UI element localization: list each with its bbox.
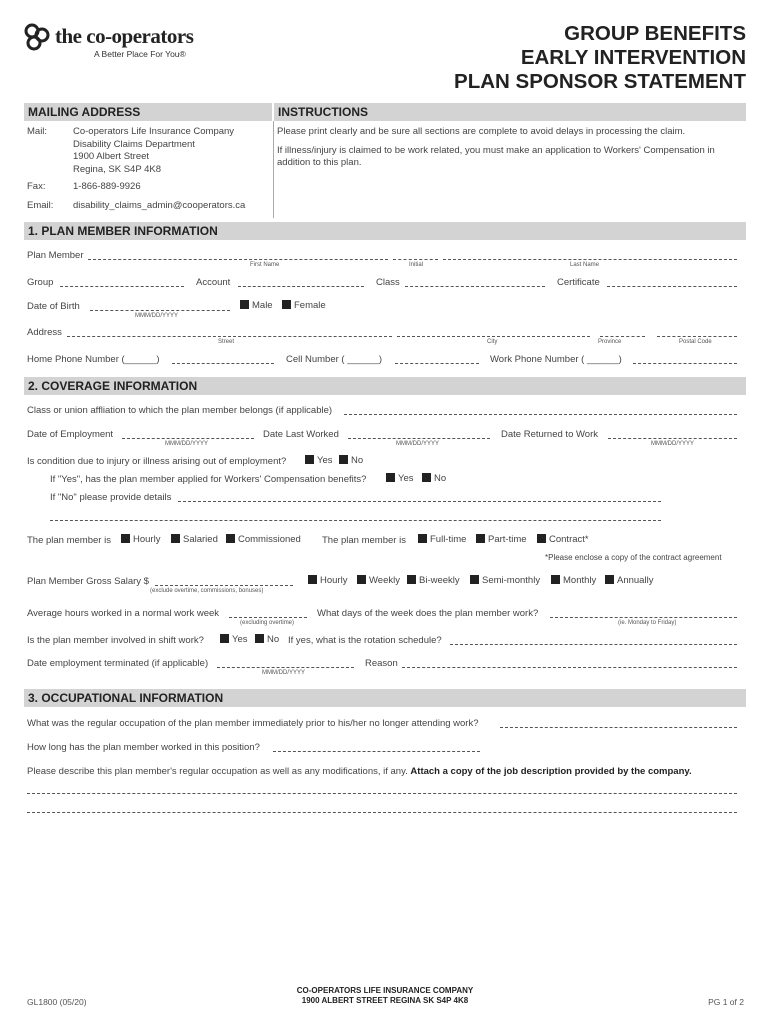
last-worked-field[interactable] <box>348 438 490 439</box>
salaried-option[interactable]: Salaried <box>171 534 218 545</box>
injury-yes-option[interactable]: Yes <box>305 455 333 466</box>
work-days-note: (ie. Monday to Friday) <box>618 620 677 626</box>
terminated-label: Date employment terminated (if applicable) <box>27 658 209 669</box>
mail-line-3: 1900 Albert Street <box>73 151 150 162</box>
logo-tagline: A Better Place For You® <box>94 49 186 59</box>
province-field[interactable] <box>600 336 645 337</box>
city-caption: City <box>487 339 498 345</box>
no-details-field-2[interactable] <box>50 520 661 521</box>
reason-label: Reason <box>365 658 398 669</box>
logo-name: the co-operators <box>55 24 194 48</box>
form-code: GL1800 (05/20) <box>27 997 87 1007</box>
parttime-option[interactable]: Part-time <box>476 534 527 545</box>
terminated-field[interactable] <box>217 667 354 668</box>
section-3-heading: 3. OCCUPATIONAL INFORMATION <box>24 689 746 707</box>
group-label: Group <box>27 277 54 288</box>
freq-annually-checkbox[interactable] <box>605 575 614 584</box>
first-name-caption: First Name <box>250 262 280 268</box>
no-details-field-1[interactable] <box>178 501 661 502</box>
gross-salary-label: Plan Member Gross Salary $ <box>27 576 149 587</box>
tenure-question: How long has the plan member worked in this position? <box>27 742 260 753</box>
wc-no-option[interactable]: No <box>422 473 446 484</box>
city-field[interactable] <box>397 336 590 337</box>
mailing-address-heading: MAILING ADDRESS <box>24 103 272 121</box>
hourly-checkbox[interactable] <box>121 534 130 543</box>
plan-member-label: Plan Member <box>27 250 84 261</box>
class-field[interactable] <box>405 286 545 287</box>
account-field[interactable] <box>238 286 364 287</box>
freq-biweekly-checkbox[interactable] <box>407 575 416 584</box>
contract-option[interactable]: Contract* <box>537 534 589 545</box>
wc-yes-checkbox[interactable] <box>386 473 395 482</box>
class-affiliation-field[interactable] <box>344 414 737 415</box>
gross-salary-note: (exclude overtime, commissions, bonuses) <box>150 588 264 594</box>
freq-weekly-option[interactable]: Weekly <box>357 575 400 586</box>
injury-question: Is condition due to injury or illness arising out of employment? <box>27 456 287 467</box>
freq-semimonthly-option[interactable]: Semi-monthly <box>470 575 540 586</box>
footer-company <box>235 986 535 1006</box>
female-checkbox[interactable] <box>282 300 291 309</box>
commissioned-checkbox[interactable] <box>226 534 235 543</box>
freq-semimonthly-checkbox[interactable] <box>470 575 479 584</box>
mail-label: Mail: <box>27 126 48 137</box>
parttime-checkbox[interactable] <box>476 534 485 543</box>
certificate-field[interactable] <box>607 286 737 287</box>
email-label: Email: <box>27 200 54 211</box>
occupation-field[interactable] <box>500 727 737 728</box>
section-1-heading: 1. PLAN MEMBER INFORMATION <box>24 222 746 240</box>
pay-type-label: The plan member is <box>27 535 111 546</box>
male-option[interactable]: Male <box>240 300 273 311</box>
freq-annually-option[interactable]: Annually <box>605 575 653 586</box>
employment-date-format: MMM/DD/YYYY <box>165 441 209 447</box>
form-title <box>454 22 746 94</box>
initial-field[interactable] <box>393 259 438 260</box>
home-phone-field[interactable] <box>172 363 274 364</box>
contract-note: *Please enclose a copy of the contract agreement <box>545 553 722 562</box>
mail-line-1: Co-operators Life Insurance Company <box>73 126 235 137</box>
freq-weekly-checkbox[interactable] <box>357 575 366 584</box>
page-number: PG 1 of 2 <box>708 997 744 1007</box>
work-days-field[interactable] <box>550 617 737 618</box>
dob-label: Date of Birth <box>27 301 80 312</box>
dob-field[interactable] <box>90 310 230 311</box>
employment-date-label: Date of Employment <box>27 429 114 440</box>
wc-no-checkbox[interactable] <box>422 473 431 482</box>
class-affiliation-label: Class or union affliation to which the plan member belongs (if applicable) <box>27 405 333 416</box>
column-divider <box>273 121 274 218</box>
cooperators-logo-icon <box>22 22 52 52</box>
group-field[interactable] <box>60 286 184 287</box>
male-checkbox[interactable] <box>240 300 249 309</box>
fulltime-checkbox[interactable] <box>418 534 427 543</box>
first-name-field[interactable] <box>88 259 388 260</box>
mail-line-2: Disability Claims Department <box>73 138 195 150</box>
rotation-field[interactable] <box>450 644 737 645</box>
describe-field-1[interactable] <box>27 793 737 794</box>
hourly-option[interactable]: Hourly <box>121 534 160 545</box>
last-worked-label: Date Last Worked <box>263 429 339 440</box>
freq-hourly-checkbox[interactable] <box>308 575 317 584</box>
wc-question: If "Yes", has the plan member applied for Workers' Compensation benefits? <box>50 474 367 485</box>
freq-monthly-option[interactable]: Monthly <box>551 575 596 586</box>
female-option[interactable]: Female <box>282 300 326 311</box>
last-name-field[interactable] <box>443 259 737 260</box>
last-worked-format: MMM/DD/YYYY <box>396 441 440 447</box>
title-line-1: GROUP BENEFITS <box>564 22 746 45</box>
instructions-heading: INSTRUCTIONS <box>274 103 746 121</box>
postal-code-field[interactable] <box>657 336 737 337</box>
instruction-2b: addition to this plan. <box>277 157 362 168</box>
describe-occupation-label: Please describe this plan member's regular occupation as well as any modifications, if any. Attach a copy of the job description provided by the company. <box>27 766 692 777</box>
returned-field[interactable] <box>608 438 737 439</box>
instruction-2a: If illness/injury is claimed to be work related, you must make an application to Workers' Compensation in <box>277 145 715 156</box>
shift-yes-option[interactable]: Yes <box>220 634 248 645</box>
no-details-label: If "No" please provide details <box>50 492 172 503</box>
title-line-3: PLAN SPONSOR STATEMENT <box>454 70 746 93</box>
street-field[interactable] <box>67 336 392 337</box>
fax-label: Fax: <box>27 181 46 192</box>
returned-format: MMM/DD/YYYY <box>651 441 695 447</box>
province-caption: Province <box>598 339 622 345</box>
mail-address <box>73 126 234 176</box>
employment-type-label: The plan member is <box>322 535 406 546</box>
commissioned-option[interactable]: Commissioned <box>226 534 301 545</box>
contract-checkbox[interactable] <box>537 534 546 543</box>
avg-hours-field[interactable] <box>229 617 307 618</box>
footer-company-address: 1900 ALBERT STREET REGINA SK S4P 4K8 <box>301 996 469 1005</box>
employment-date-field[interactable] <box>122 438 254 439</box>
shift-yes-checkbox[interactable] <box>220 634 229 643</box>
rotation-label: If yes, what is the rotation schedule? <box>288 635 442 646</box>
footer-company-name: CO-OPERATORS LIFE INSURANCE COMPANY <box>296 986 474 995</box>
email-address: disability_claims_admin@cooperators.ca <box>73 200 246 211</box>
class-label: Class <box>376 277 400 288</box>
terminated-format: MMM/DD/YYYY <box>262 670 306 676</box>
account-label: Account <box>196 277 231 288</box>
initial-caption: Initial <box>409 262 424 268</box>
cell-field[interactable] <box>395 363 479 364</box>
section-2-heading: 2. COVERAGE INFORMATION <box>24 377 746 395</box>
work-days-label: What days of the week does the plan member work? <box>317 608 539 619</box>
certificate-label: Certificate <box>557 277 600 288</box>
work-phone-field[interactable] <box>633 363 737 364</box>
reason-field[interactable] <box>402 667 737 668</box>
address-label: Address <box>27 327 62 338</box>
postal-code-caption: Postal Code <box>679 339 712 345</box>
describe-field-2[interactable] <box>27 812 737 813</box>
freq-hourly-option[interactable]: Hourly <box>308 575 347 586</box>
street-caption: Street <box>218 339 235 345</box>
wc-yes-option[interactable]: Yes <box>386 473 414 484</box>
company-logo <box>22 22 222 66</box>
salaried-checkbox[interactable] <box>171 534 180 543</box>
mail-line-4: Regina, SK S4P 4K8 <box>73 163 162 175</box>
avg-hours-label: Average hours worked in a normal work week <box>27 608 220 619</box>
shift-no-checkbox[interactable] <box>255 634 264 643</box>
tenure-field[interactable] <box>273 751 480 752</box>
work-phone-label: Work Phone Number ( ______) <box>490 354 622 365</box>
occupation-question: What was the regular occupation of the plan member immediately prior to his/her no longer attending work? <box>27 718 479 729</box>
freq-monthly-checkbox[interactable] <box>551 575 560 584</box>
home-phone-label: Home Phone Number (______) <box>27 354 160 365</box>
gross-salary-field[interactable] <box>155 585 293 586</box>
last-name-caption: Last Name <box>570 262 600 268</box>
returned-label: Date Returned to Work <box>501 429 598 440</box>
shift-no-option[interactable]: No <box>255 634 279 645</box>
injury-no-checkbox[interactable] <box>339 455 348 464</box>
injury-yes-checkbox[interactable] <box>305 455 314 464</box>
fulltime-option[interactable]: Full-time <box>418 534 466 545</box>
cell-label: Cell Number ( ______) <box>286 354 383 365</box>
fax-number: 1-866-889-9926 <box>73 181 141 192</box>
dob-format: MMM/DD/YYYY <box>135 313 179 319</box>
avg-hours-note: (excluding overtime) <box>240 620 295 626</box>
instruction-1: Please print clearly and be sure all sections are complete to avoid delays in processing the claim. <box>277 126 686 137</box>
title-line-2: EARLY INTERVENTION <box>520 46 746 69</box>
injury-no-option[interactable]: No <box>339 455 363 466</box>
freq-biweekly-option[interactable]: Bi-weekly <box>407 575 460 586</box>
shift-work-question: Is the plan member involved in shift work? <box>27 635 204 646</box>
